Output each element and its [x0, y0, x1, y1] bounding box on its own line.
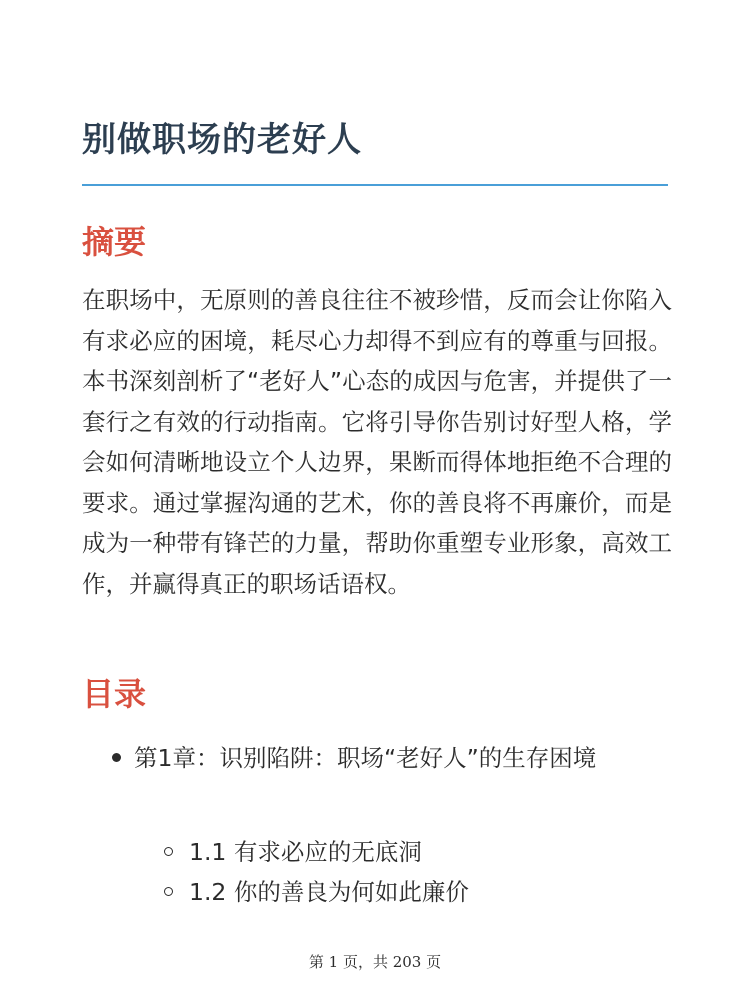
bullet-circle-icon	[164, 847, 173, 856]
toc-list	[82, 738, 672, 906]
toc-chapter-1[interactable]	[82, 738, 672, 906]
toc-section-1-1[interactable]	[134, 832, 674, 872]
toc-section-list	[134, 832, 674, 912]
toc-section-label: 1.2 你的善良为何如此廉价	[189, 878, 469, 906]
abstract-heading: 摘要	[82, 223, 147, 261]
toc-heading: 目录	[82, 675, 147, 713]
toc-section-1-2[interactable]	[134, 872, 674, 912]
document-title: 别做职场的老好人	[82, 120, 362, 160]
abstract-paragraph: 在职场中，无原则的善良往往不被珍惜，反而会让你陷入有求必应的困境，耗尽心力却得不到应有的尊重与回报。本书深刻剖析了“老好人”心态的成因与危害，并提供了一套行之有效的行动指南。它将引导你告别讨好型人格，学会如何清晰地设立个人边界，果断而得体地拒绝不合理的要求。通过掌握沟通的艺术，你的善良将不再廉价，而是成为一种带有锋芒的力量，帮助你重塑专业形象，高效工作，并赢得真正的职场话语权。	[82, 286, 672, 598]
toc-section-label: 1.1 有求必应的无底洞	[189, 838, 422, 866]
page-footer: 第 1 页，共 203 页	[308, 953, 442, 971]
bullet-disc-icon	[112, 753, 121, 762]
bullet-circle-icon	[164, 887, 173, 896]
title-divider	[82, 184, 668, 186]
toc-chapter-label: 第1章：识别陷阱：职场“老好人”的生存困境	[134, 744, 597, 772]
